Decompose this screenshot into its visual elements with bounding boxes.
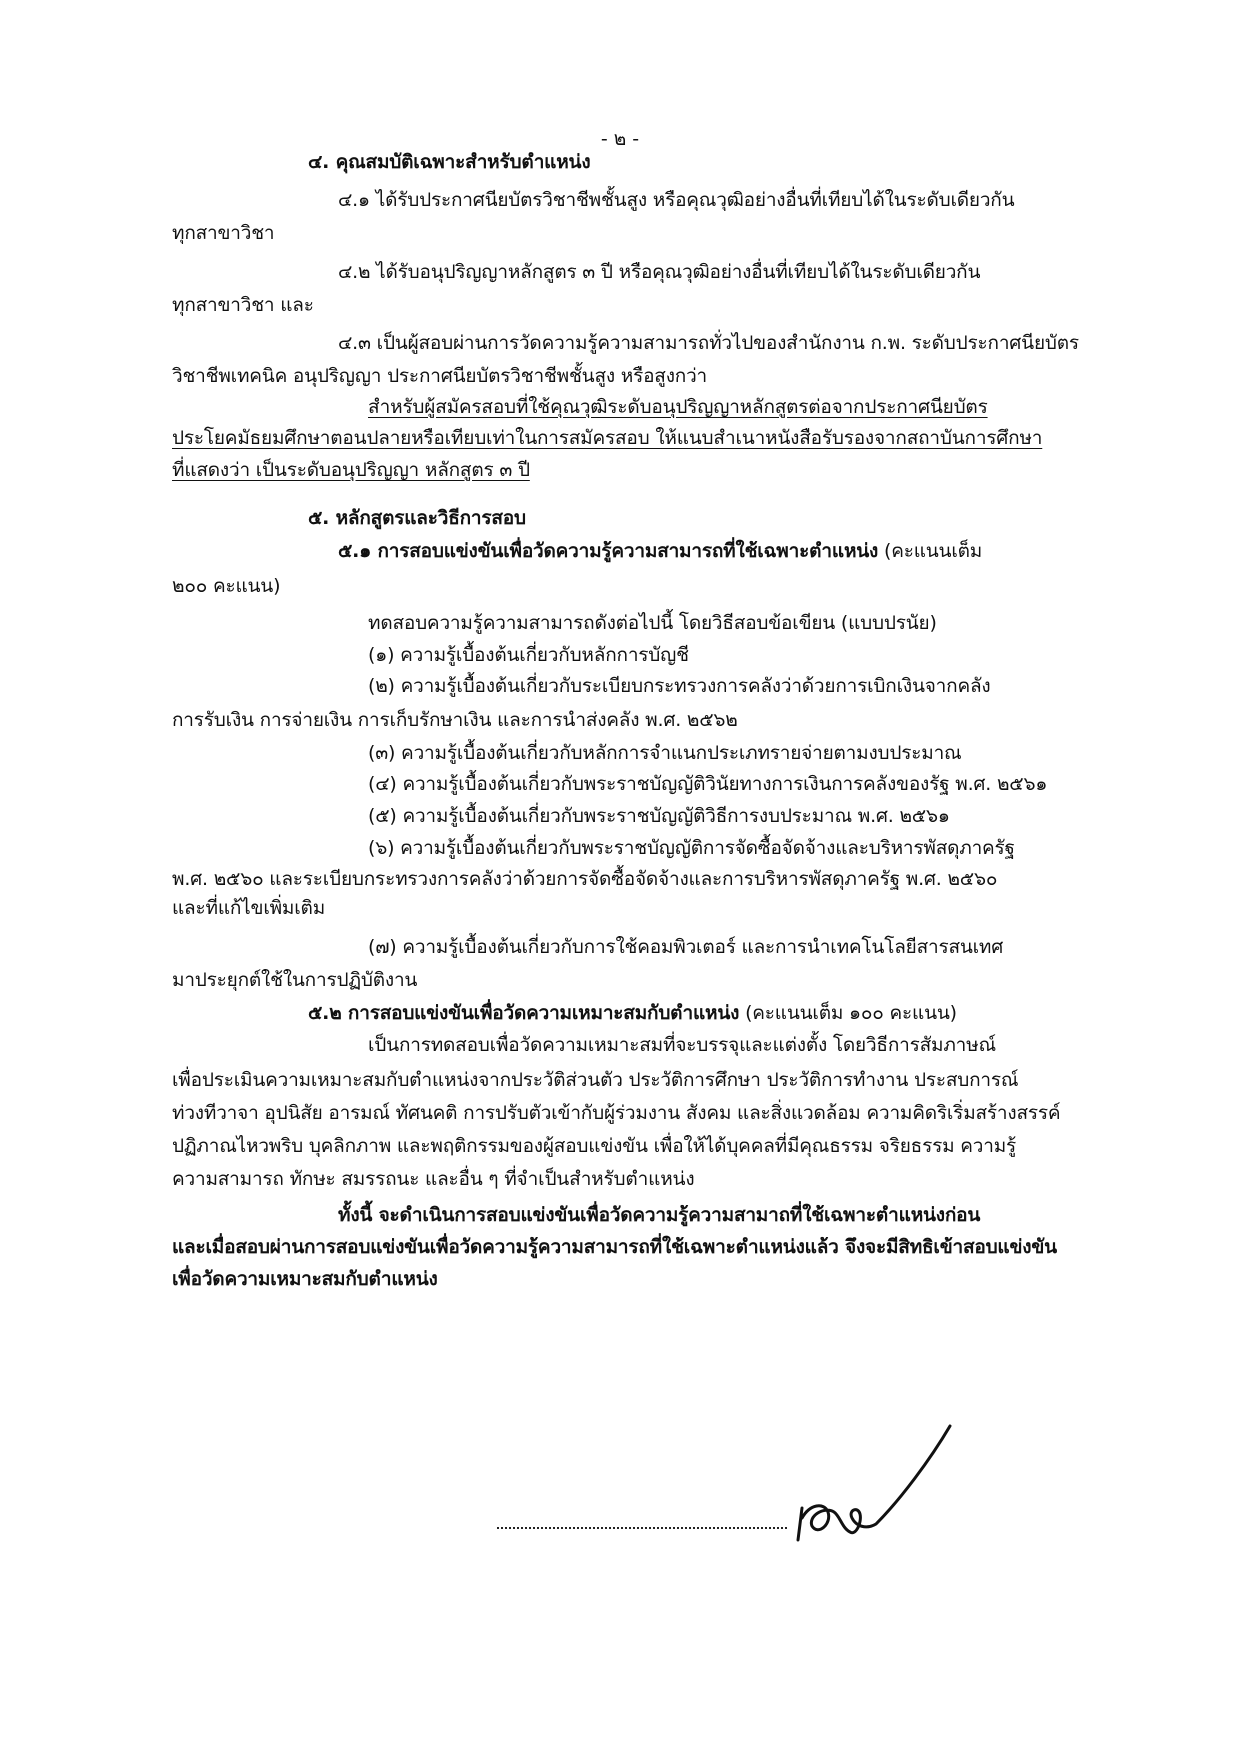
sub2-score: (คะแนนเต็ม ๑๐๐ คะแนน) <box>739 1002 957 1024</box>
section5-sub2-title-row <box>308 999 957 1027</box>
section5-heading: ๕. หลักสูตรและวิธีการสอบ <box>308 507 526 529</box>
sub1-intro: ทดสอบความรู้ความสามารถดังต่อไปนี้ โดยวิธีสอบข้อเขียน (แบบปรนัย) <box>368 612 937 634</box>
note-line1: สำหรับผู้สมัครสอบที่ใช้คุณวุฒิระดับอนุปริญญาหลักสูตรต่อจากประกาศนียบัตร <box>368 396 988 418</box>
final-para-line1: ทั้งนี้ จะดำเนินการสอบแข่งขันเพื่อวัดความรู้ความสามาถที่ใช้เฉพาะตำแหน่งก่อน <box>338 1204 981 1226</box>
section5-sub1-title-row <box>338 537 982 565</box>
page-number: - ๒ - <box>600 128 640 150</box>
final-para-line3: เพื่อวัดความเหมาะสมกับตำแหน่ง <box>172 1268 438 1290</box>
signature-icon <box>790 1420 960 1550</box>
topic-6-line2: พ.ศ. ๒๕๖๐ และระเบียบกระทรวงการคลังว่าด้วยการจัดซื้อจัดจ้างและการบริหารพัสดุภาครัฐ พ.ศ. ๒๕๖๐ <box>172 868 998 890</box>
section4-item2-line2: ทุกสาขาวิชา และ <box>172 294 314 316</box>
topic-2-line2: การรับเงิน การจ่ายเงิน การเก็บรักษาเงิน และการนำส่งคลัง พ.ศ. ๒๕๖๒ <box>172 709 738 731</box>
signature-dotted-line <box>497 1527 787 1529</box>
topic-1: (๑) ความรู้เบื้องต้นเกี่ยวกับหลักการบัญชี <box>368 644 689 666</box>
sub2-para-line2: เพื่อประเมินความเหมาะสมกับตำแหน่งจากประวัติส่วนตัว ประวัติการศึกษา ประวัติการทำงาน ประสบการณ์ <box>172 1069 1019 1091</box>
topic-6-line1: (๖) ความรู้เบื้องต้นเกี่ยวกับพระราชบัญญัติการจัดซื้อจัดจ้างและบริหารพัสดุภาครัฐ <box>368 837 1015 859</box>
note-line3: ที่แสดงว่า เป็นระดับอนุปริญญา หลักสูตร ๓ ปี <box>172 459 530 481</box>
topic-7-line1: (๗) ความรู้เบื้องต้นเกี่ยวกับการใช้คอมพิวเตอร์ และการนำเทคโนโลยีสารสนเทศ <box>368 936 1004 958</box>
topic-6-line3: และที่แก้ไขเพิ่มเติม <box>172 897 326 919</box>
sub2-title: ๕.๒ การสอบแข่งขันเพื่อวัดความเหมาะสมกับตำแหน่ง <box>308 1002 740 1024</box>
sub1-score-b: ๒๐๐ คะแนน) <box>172 575 281 597</box>
section4-item3-line1: ๔.๓ เป็นผู้สอบผ่านการวัดความรู้ความสามารถทั่วไปของสำนักงาน ก.พ. ระดับประกาศนียบัตร <box>338 332 1079 354</box>
sub2-para-line4: ปฏิภาณไหวพริบ บุคลิกภาพ และพฤติกรรมของผู้สอบแข่งขัน เพื่อให้ได้บุคคลที่มีคุณธรรม จริยธรรม ความรู้ <box>172 1135 1017 1157</box>
sub1-score-a: (คะแนนเต็ม <box>878 540 983 562</box>
section4-item3-line2: วิชาชีพเทคนิค อนุปริญญา ประกาศนียบัตรวิชาชีพชั้นสูง หรือสูงกว่า <box>172 365 708 387</box>
sub2-para-line3: ท่วงทีวาจา อุปนิสัย อารมณ์ ทัศนคติ การปรับตัวเข้ากับผู้ร่วมงาน สังคม และสิ่งแวดล้อม ความคิดริเริ่มสร้างสรรค์ <box>172 1102 1061 1124</box>
note-line2: ประโยคมัธยมศึกษาตอนปลายหรือเทียบเท่าในการสมัครสอบ ให้แนบสำเนาหนังสือรับรองจากสถาบันการศึกษา <box>172 427 1043 449</box>
section4-heading: ๔. คุณสมบัติเฉพาะสำหรับตำแหน่ง <box>308 151 591 173</box>
topic-2-line1: (๒) ความรู้เบื้องต้นเกี่ยวกับระเบียบกระทรวงการคลังว่าด้วยการเบิกเงินจากคลัง <box>368 675 991 697</box>
sub2-para-line1: เป็นการทดสอบเพื่อวัดความเหมาะสมที่จะบรรจุและแต่งตั้ง โดยวิธีการสัมภาษณ์ <box>368 1034 996 1056</box>
topic-4: (๔) ความรู้เบื้องต้นเกี่ยวกับพระราชบัญญัติวินัยทางการเงินการคลังของรัฐ พ.ศ. ๒๕๖๑ <box>368 773 1048 795</box>
section4-item2-line1: ๔.๒ ได้รับอนุปริญญาหลักสูตร ๓ ปี หรือคุณวุฒิอย่างอื่นที่เทียบได้ในระดับเดียวกัน <box>338 261 981 283</box>
sub2-para-line5: ความสามารถ ทักษะ สมรรถนะ และอื่น ๆ ที่จำเป็นสำหรับตำแหน่ง <box>172 1168 695 1190</box>
topic-3: (๓) ความรู้เบื้องต้นเกี่ยวกับหลักการจำแนกประเภทรายจ่ายตามงบประมาณ <box>368 742 962 764</box>
section4-item1-line2: ทุกสาขาวิชา <box>172 222 275 244</box>
final-para-line2: และเมื่อสอบผ่านการสอบแข่งขันเพื่อวัดความรู้ความสามารถที่ใช้เฉพาะตำแหน่งแล้ว จึงจะมีสิทธิเข้าสอบแข่งขัน <box>172 1236 1057 1258</box>
topic-5: (๕) ความรู้เบื้องต้นเกี่ยวกับพระราชบัญญัติวิธีการงบประมาณ พ.ศ. ๒๕๖๑ <box>368 805 950 827</box>
sub1-title: ๕.๑ การสอบแข่งขันเพื่อวัดความรู้ความสามารถที่ใช้เฉพาะตำแหน่ง <box>338 540 879 562</box>
section4-item1-line1: ๔.๑ ได้รับประกาศนียบัตรวิชาชีพชั้นสูง หรือคุณวุฒิอย่างอื่นที่เทียบได้ในระดับเดียวกัน <box>338 189 1015 211</box>
topic-7-line2: มาประยุกต์ใช้ในการปฏิบัติงาน <box>172 969 418 991</box>
